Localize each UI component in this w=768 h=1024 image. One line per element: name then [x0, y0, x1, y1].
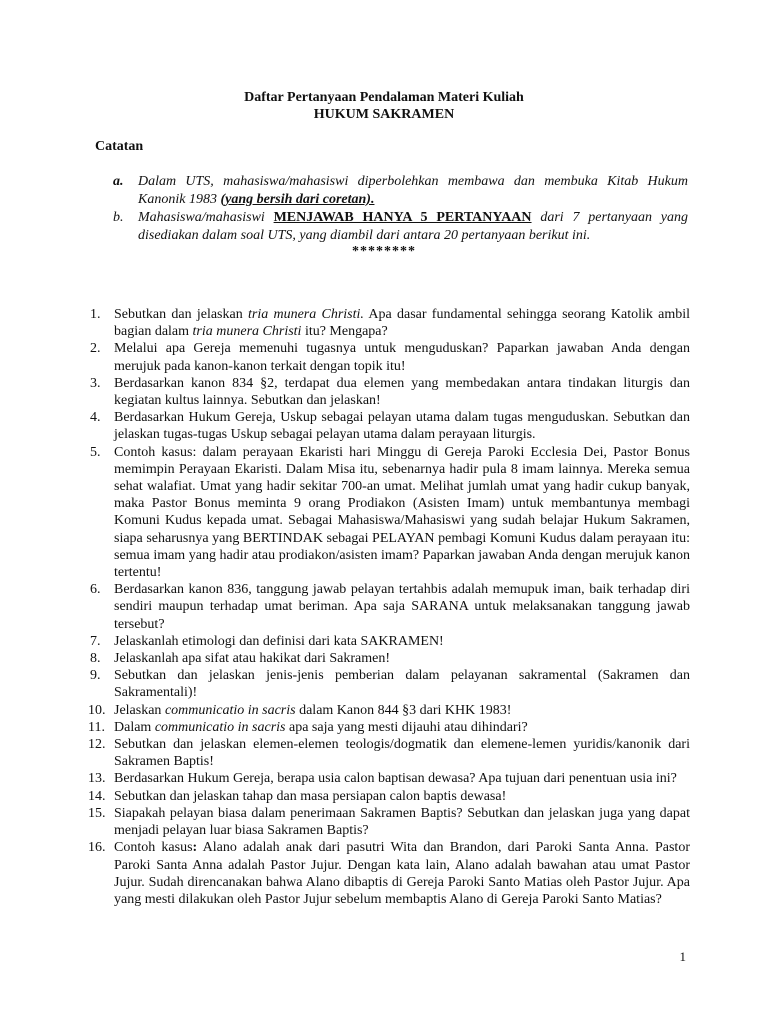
question-item — [90, 375, 690, 409]
question-text-part: Sebutkan dan jelaskan elemen-elemen teologis/dogmatik dan elemene-lemen yuridis/kanonik dari Sakramen Baptis! — [114, 737, 690, 770]
question-text-part: Contoh kasus — [114, 840, 193, 856]
question-number: 1. — [90, 307, 101, 322]
question-text-part: Berdasarkan Hukum Gereja, berapa usia calon baptisan dewasa? Apa tujuan dari penentuan usia ini? — [114, 771, 677, 787]
question-item — [90, 306, 690, 340]
question-text — [114, 633, 690, 650]
question-text-part: Apa dasar fundamental sehingga seorang Katolik ambil bagian dalam — [114, 307, 691, 340]
question-number: 6. — [90, 582, 101, 598]
question-number: 8. — [90, 651, 101, 667]
note-b-body-end: dari 7 pertanyaan yang disediakan dalam soal UTS, yang diambil dari antara 20 pertanyaan berikut ini. — [138, 210, 688, 243]
question-number: 9. — [90, 668, 101, 684]
question-item — [90, 788, 690, 805]
question-text — [114, 805, 690, 839]
question-text — [114, 770, 690, 787]
question-text-part: Jelaskanlah apa sifat atau hakikat dari Sakramen! — [114, 651, 390, 667]
question-text-part: Dalam — [114, 719, 155, 735]
question-item — [90, 444, 690, 582]
note-b — [113, 209, 688, 245]
question-text-part: communicatio in sacris — [164, 702, 296, 718]
question-text-part: Berdasarkan kanon 836, tanggung jawab pelayan tertahbis adalah memupuk iman, baik terhadap diri sendiri maupun terhadap umat beriman. Apa saja SARANA untuk melaksanakan tanggung jawab tersebut? — [114, 582, 690, 632]
question-text-part: Jelaskan — [114, 702, 165, 718]
question-list — [90, 306, 690, 908]
document-title: Daftar Pertanyaan Pendalaman Materi Kuliah — [244, 90, 524, 105]
note-a — [113, 173, 688, 209]
question-text — [114, 444, 690, 582]
question-number: 10. — [88, 702, 106, 718]
question-text-part: Sebutkan dan jelaskan — [114, 307, 248, 322]
question-text-part: tria munera Christi. — [247, 307, 364, 322]
question-number: 12. — [88, 737, 106, 753]
question-text-part: communicatio in sacris — [154, 719, 286, 735]
question-number: 16. — [88, 840, 106, 856]
question-text — [114, 788, 690, 805]
question-text — [114, 667, 690, 701]
question-text — [114, 839, 690, 908]
question-item — [90, 581, 690, 633]
note-a-text — [138, 173, 688, 209]
question-number: 7. — [90, 633, 101, 649]
question-text-part: apa saja yang mesti dijauhi atau dihindari? — [285, 719, 528, 735]
question-text-part: Jelaskanlah etimologi dan definisi dari kata SAKRAMEN! — [114, 633, 444, 649]
question-number: 4. — [90, 410, 101, 426]
question-item — [90, 702, 690, 719]
question-item — [90, 667, 690, 701]
question-item — [90, 736, 690, 770]
question-text-part: Berdasarkan kanon 834 §2, terdapat dua elemen yang membedakan antara tindakan liturgis dan kegiatan kultus lainnya. Sebutkan dan jelaskan! — [114, 375, 690, 409]
note-b-emphasis: MENJAWAB HANYA 5 PERTANYAAN — [273, 210, 532, 225]
question-text-part: Sebutkan dan jelaskan tahap dan masa persiapan calon baptis dewasa! — [114, 788, 507, 804]
question-item — [90, 409, 690, 443]
question-number: 11. — [88, 719, 105, 735]
question-text-part: dalam Kanon 844 §3 dari KHK 1983! — [295, 702, 512, 718]
question-text-part: itu? Mengapa? — [301, 324, 388, 340]
question-text — [114, 736, 690, 770]
question-text — [114, 340, 690, 374]
question-number: 15. — [88, 805, 106, 821]
question-item — [90, 805, 690, 839]
question-number: 2. — [90, 341, 101, 357]
question-text — [114, 719, 690, 736]
question-text-part: Sebutkan dan jelaskan jenis-jenis pemberian dalam pelayanan sakramental (Sakramen dan Sakramentali)! — [114, 668, 690, 701]
note-b-label: b. — [113, 210, 124, 225]
question-text-part: Alano adalah anak dari pasutri Wita dan Brandon, dari Paroki Santa Anna. Pastor Paroki Santa Anna adalah Pastor Jujur. Dengan kata lain, Alano adalah bawahan atau umat Pastor Jujur. Sudah direncanakan bahwa Alano dibaptis di Gereja Paroki Santo Matias oleh Pastor Jujur. Apa yang mesti dilakukan oleh Pastor Jujur sebelum membaptis Alano di Gereja Paroki Santo Matias? — [114, 840, 690, 907]
question-text — [114, 581, 690, 633]
separator: ******** — [352, 244, 416, 259]
page-number: 1 — [679, 949, 686, 964]
note-a-label: a. — [113, 174, 124, 189]
question-text — [114, 650, 690, 667]
question-number: 3. — [90, 375, 101, 391]
question-text-part: tria munera Christi — [192, 324, 302, 340]
question-text — [114, 375, 690, 409]
note-b-body-start: Mahasiswa/mahasiswi — [138, 210, 274, 225]
question-number: 5. — [90, 444, 101, 460]
question-number: 14. — [88, 788, 106, 804]
question-text — [114, 702, 690, 719]
question-item — [90, 719, 690, 736]
question-text-part: : — [192, 840, 198, 856]
question-text — [114, 306, 690, 340]
question-item — [90, 839, 690, 908]
question-text-part: Contoh kasus: dalam perayaan Ekaristi hari Minggu di Gereja Paroki Ecclesia Dei, Pastor Bonus memimpin Perayaan Ekaristi. Dalam Misa itu, sebenarnya hadir pula 8 imam lainnya. Mereka semua sehat walafiat. Umat yang hadir sekitar 700-an umat. Melihat jumlah umat yang hadir cukup banyak, maka Pastor Bonus meminta 9 orang Prodiakon (Asisten Imam) untuk membantunya membagi Komuni Kudus kepada umat. Sebagai Mahasiswa/Mahasiswi yang sudah belajar Hukum Sakramen, siapa seharusnya yang BERTINDAK sebagai PELAYAN pembagi Komuni Kudus dalam perayaan itu: semua imam yang hadir atau prodiakon/asisten imam? Paparkan jawaban Anda dengan merujuk kanon tertentu! — [114, 444, 690, 581]
question-item — [90, 633, 690, 650]
notes-heading: Catatan — [95, 139, 144, 154]
question-item — [90, 340, 690, 374]
question-text-part: Siapakah pelayan biasa dalam penerimaan Sakramen Baptis? Sebutkan dan jelaskan juga yang dapat menjadi pelayan luar biasa Sakramen Baptis? — [114, 805, 690, 839]
question-text-part: Melalui apa Gereja memenuhi tugasnya untuk menguduskan? Paparkan jawaban Anda dengan merujuk pada kanon-kanon terkait dengan topik itu! — [114, 341, 690, 374]
document-subtitle: HUKUM SAKRAMEN — [313, 107, 455, 122]
question-text-part: Berdasarkan Hukum Gereja, Uskup sebagai pelayan utama dalam tugas menguduskan. Sebutkan dan jelaskan tugas-tugas Uskup sebagai pelayan utama dalam perayaan liturgis. — [114, 410, 690, 443]
note-b-text — [138, 209, 688, 245]
question-text — [114, 409, 690, 443]
note-a-emphasis: (yang bersih dari coretan). — [220, 192, 375, 207]
question-item — [90, 650, 690, 667]
question-item — [90, 770, 690, 787]
question-number: 13. — [88, 771, 106, 787]
note-a-body: Dalam UTS, mahasiswa/mahasiswi diperbolehkan membawa dan membuka Kitab Hukum Kanonik 1983 — [138, 174, 688, 207]
